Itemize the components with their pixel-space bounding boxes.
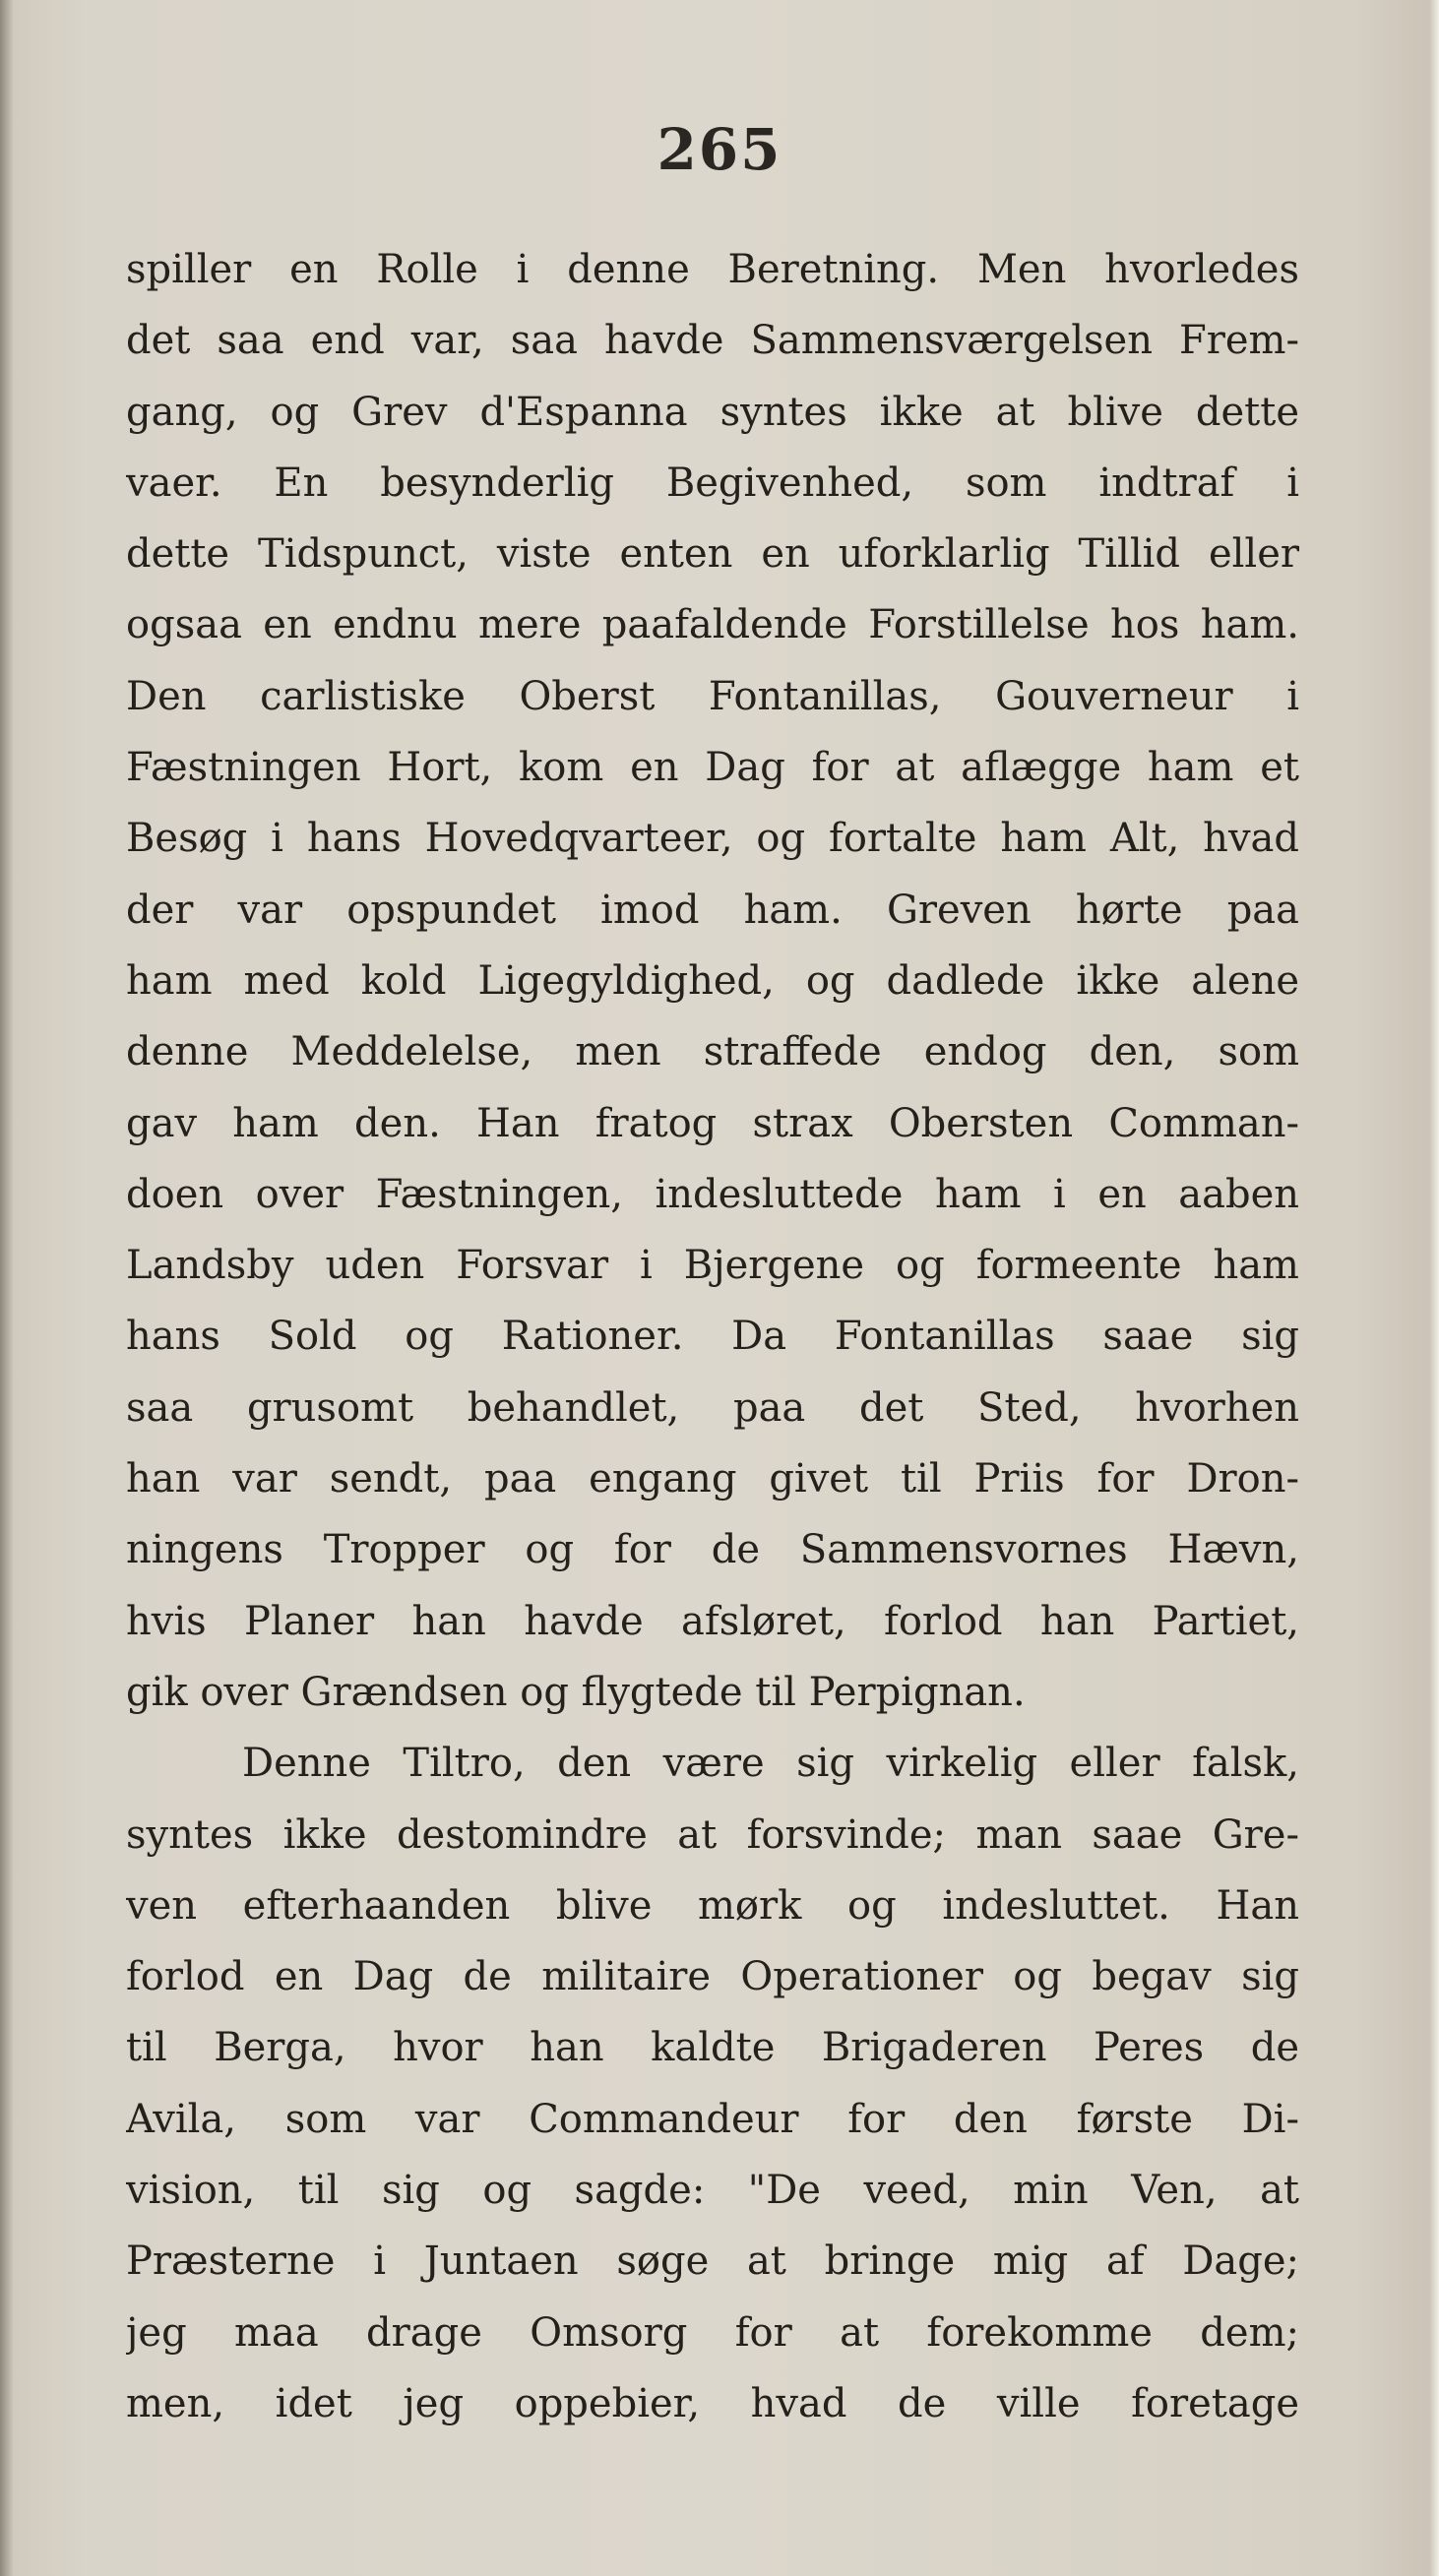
text-line: ven efterhaanden blive mørk og indesluttet. Han (126, 1882, 1299, 1929)
text-line: doen over Fæstningen, indesluttede ham i en aaben (126, 1171, 1299, 1217)
text-line: gik over Grændsen og flygtede til Perpignan. (126, 1669, 1026, 1715)
text-line: hvis Planer han havde afsløret, forlod han Partiet, (126, 1598, 1299, 1644)
text-line: men, idet jeg oppebier, hvad de ville foretage (126, 2380, 1299, 2426)
text-line: Avila, som var Commandeur for den første Di- (126, 2096, 1299, 2142)
text-line: syntes ikke destomindre at forsvinde; man saae Gre- (126, 1811, 1299, 1858)
paragraph (126, 234, 1299, 1728)
text-line: spiller en Rolle i denne Beretning. Men hvorledes (126, 247, 1299, 292)
text-line: Den carlistiske Oberst Fontanillas, Gouverneur i (126, 673, 1299, 719)
text-line: han var sendt, paa engang givet til Priis for Dron- (126, 1456, 1299, 1503)
text-line: Fæstningen Hort, kom en Dag for at aflægge ham et (126, 745, 1299, 791)
text-line: ogsaa en endnu mere paafaldende Forstillelse hos ham. (126, 602, 1299, 648)
text-line: Præsterne i Juntaen søge at bringe mig af Dage; (126, 2239, 1299, 2285)
text-line: vaer. En besynderlig Begivenhed, som indtraf i (126, 460, 1299, 506)
text-line: det saa end var, saa havde Sammensværgelsen Frem- (126, 318, 1299, 364)
body-text (126, 234, 1299, 2439)
text-line: ham med kold Ligegyldighed, og dadlede ikke alene (126, 957, 1299, 1004)
text-line: Besøg i hans Hovedqvarteer, og fortalte ham Alt, hvad (126, 816, 1299, 862)
text-line: Denne Tiltro, den være sig virkelig eller falsk, (242, 1741, 1299, 1787)
text-line: vision, til sig og sagde: "De veed, min Ven, at (126, 2168, 1299, 2214)
text-line: denne Meddelelse, men straffede endog den, som (126, 1029, 1299, 1075)
text-line: dette Tidspunct, viste enten en uforklarlig Tillid eller (126, 531, 1299, 578)
page-binding-edge (0, 0, 14, 2576)
text-line: der var opspundet imod ham. Greven hørte paa (126, 887, 1299, 933)
text-line: forlod en Dag de militaire Operationer og begav sig (126, 1954, 1299, 2000)
page-outer-edge (1429, 0, 1439, 2576)
text-line: gang, og Grev d'Espanna syntes ikke at blive dette (126, 389, 1299, 435)
text-line: hans Sold og Rationer. Da Fontanillas saae sig (126, 1314, 1299, 1360)
paragraph (126, 1728, 1299, 2439)
text-line: gav ham den. Han fratog strax Obersten Comman- (126, 1100, 1299, 1146)
text-line: saa grusomt behandlet, paa det Sted, hvorhen (126, 1384, 1299, 1431)
text-line: jeg maa drage Omsorg for at forekomme dem; (126, 2309, 1299, 2356)
text-line: Landsby uden Forsvar i Bjergene og formeente ham (126, 1243, 1299, 1289)
page-number: 265 (657, 116, 782, 183)
text-line: til Berga, hvor han kaldte Brigaderen Peres de (126, 2025, 1299, 2071)
text-line: ningens Tropper og for de Sammensvornes Hævn, (126, 1527, 1299, 1573)
